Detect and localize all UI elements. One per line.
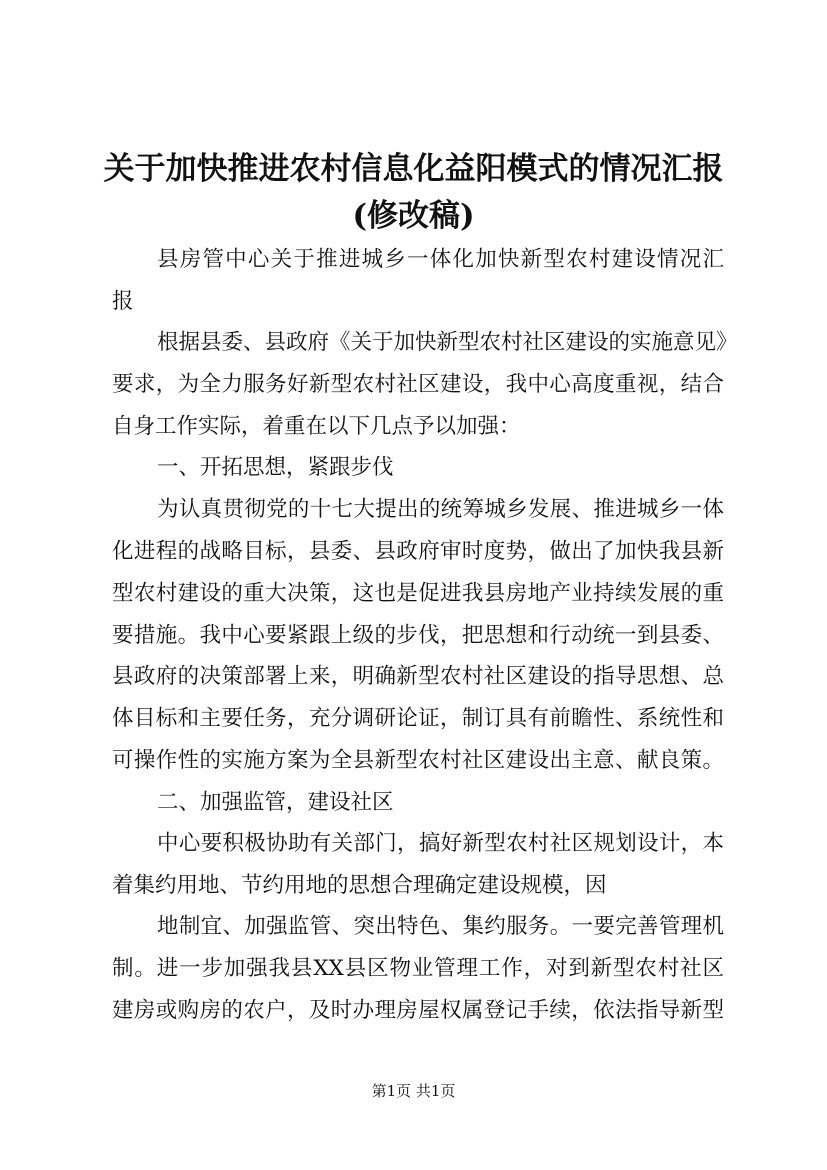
- section-heading: 一、开拓思想，紧跟步伐: [157, 455, 394, 480]
- text-line: 制。进一步加强我县XX县区物业管理工作，对到新型农村社区: [112, 956, 724, 981]
- text-line: 报: [112, 289, 134, 314]
- section-heading: 二、加强监管，建设社区: [157, 790, 394, 815]
- text-line: 中心要积极协助有关部门，搞好新型农村社区规划设计，本: [157, 831, 724, 856]
- text-line: 要措施。我中心要紧跟上级的步伐，把思想和行动统一到县委、: [112, 623, 724, 648]
- text-line: 体目标和主要任务，充分调研论证，制订具有前瞻性、系统性和: [112, 706, 724, 731]
- text-line: 为认真贯彻党的十七大提出的统筹城乡发展、推进城乡一体: [157, 497, 724, 522]
- text-line: 要求，为全力服务好新型农村社区建设，我中心高度重视，结合: [112, 372, 724, 397]
- page-number: 第1页 共1页: [371, 1082, 456, 1100]
- text-line: 建房或购房的农户，及时办理房屋权属登记手续，依法指导新型: [112, 998, 724, 1023]
- document-subtitle: (修改稿): [352, 198, 475, 234]
- text-line: 自身工作实际，着重在以下几点予以加强：: [112, 414, 521, 439]
- text-line: 地制宜、加强监管、突出特色、集约服务。一要完善管理机: [157, 914, 724, 939]
- text-line: 化进程的战略目标，县委、县政府审时度势，做出了加快我县新: [112, 539, 724, 564]
- text-line: 县房管中心关于推进城乡一体化加快新型农村建设情况汇: [157, 247, 724, 272]
- text-line: 着集约用地、节约用地的思想合理确定建设规模，因: [112, 873, 607, 898]
- document-title: 关于加快推进农村信息化益阳模式的情况汇报: [103, 151, 724, 187]
- text-line: 县政府的决策部署上来，明确新型农村社区建设的指导思想、总: [112, 664, 724, 689]
- text-line: 型农村建设的重大决策，这也是促进我县房地产业持续发展的重: [112, 581, 724, 606]
- text-line: 可操作性的实施方案为全县新型农村社区建设出主意、献良策。: [112, 748, 724, 773]
- text-line: 根据县委、县政府《关于加快新型农村社区建设的实施意见》: [157, 330, 738, 355]
